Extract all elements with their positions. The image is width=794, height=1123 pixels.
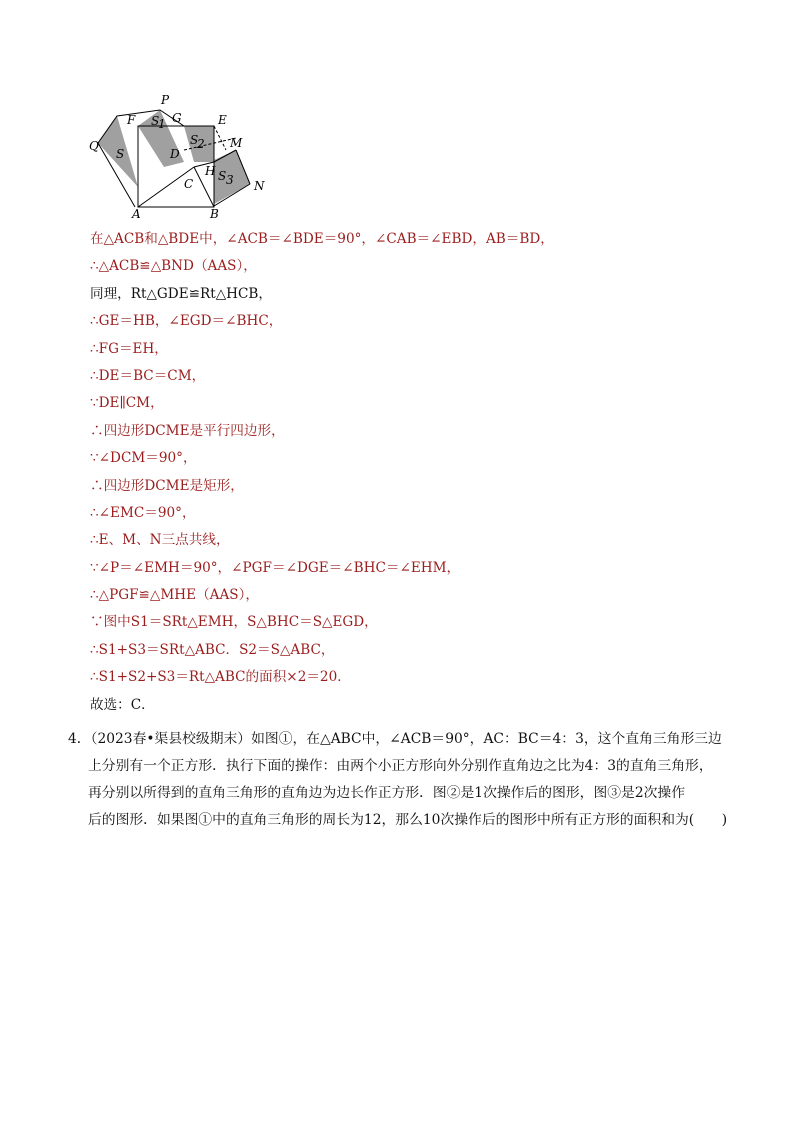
solution-line-2: ∴△ACB≌△BND（AAS），: [90, 258, 257, 275]
question-4-line-3: 再分别以所得到的直角三角形的直角边为边长作正方形．图②是1次操作后的图形，图③是2次操作: [88, 785, 686, 801]
solution-line-11: ∴∠EMC＝90°，: [90, 504, 196, 521]
solution-line-3: 同理，Rt△GDE≌Rt△HCB，: [90, 285, 272, 302]
solution-line-10: ∴四边形DCME是矩形，: [90, 477, 244, 494]
solution-line-6: ∴DE＝BC＝CM，: [90, 367, 206, 384]
solution-line-12: ∴E、M、N三点共线，: [90, 532, 230, 549]
solution-line-4: ∴GE＝HB，∠EGD＝∠BHC，: [90, 313, 283, 330]
solution-steps: [90, 229, 554, 722]
label-b: B: [210, 207, 219, 220]
label-p: P: [161, 93, 170, 107]
label-q: Q: [89, 139, 99, 153]
label-s2-sub: 2: [197, 137, 205, 151]
label-c: C: [184, 177, 194, 191]
question-4-line-4: 后的图形．如果图①中的直角三角形的周长为12，那么10次操作后的图形中所有正方形的面积和为( ): [88, 812, 728, 828]
geometry-figure: [86, 92, 276, 220]
solution-line-16: ∴S1+S3＝SRt△ABC．S2＝S△ABC，: [90, 641, 335, 658]
label-m: M: [230, 136, 243, 150]
label-e: E: [218, 113, 227, 127]
label-a: A: [132, 207, 141, 220]
solution-line-5: ∴FG＝EH，: [90, 340, 168, 357]
label-d: D: [170, 147, 180, 161]
label-s1-sub: 1: [158, 117, 166, 131]
question-4-line-1: 4．（2023春•渠县校级期末）如图①，在△ABC中，∠ACB＝90°，AC：BC＝4：3，这个直角三角形三边: [68, 731, 722, 747]
label-n: N: [254, 179, 265, 193]
solution-line-14: ∴△PGF≌△MHE（AAS），: [90, 587, 260, 604]
label-h: H: [205, 164, 216, 178]
answer-line: 故选：C．: [90, 696, 155, 713]
label-s1: S: [151, 114, 160, 128]
label-s3: S: [218, 169, 227, 183]
label-g: G: [172, 111, 182, 125]
solution-line-8: ∴四边形DCME是平行四边形，: [90, 422, 285, 439]
solution-line-7: ∵DE∥CM，: [90, 395, 164, 412]
solution-line-15: ∵图中S1＝SRt△EMH，S△BHC＝S△EGD，: [90, 614, 378, 631]
label-s: S: [116, 147, 125, 161]
label-s3-sub: 3: [226, 173, 234, 187]
solution-line-13: ∵∠P＝∠EMH＝90°，∠PGF＝∠DGE＝∠BHC＝∠EHM，: [90, 559, 461, 576]
label-f: F: [127, 113, 136, 127]
solution-line-9: ∵∠DCM＝90°，: [90, 450, 197, 467]
segment-em: [214, 126, 226, 150]
question-4-line-2: 上分别有一个正方形．执行下面的操作：由两个小正方形向外分别作直角边之比为4：3的直角三角形，: [88, 758, 713, 774]
label-s2: S: [190, 133, 199, 147]
solution-line-17: ∴S1+S2+S3＝Rt△ABC的面积×2＝20．: [90, 669, 351, 686]
question-4: [68, 726, 748, 834]
solution-line-1: 在△ACB和△BDE中，∠ACB＝∠BDE＝90°，∠CAB＝∠EBD，AB＝BD，: [90, 231, 554, 247]
